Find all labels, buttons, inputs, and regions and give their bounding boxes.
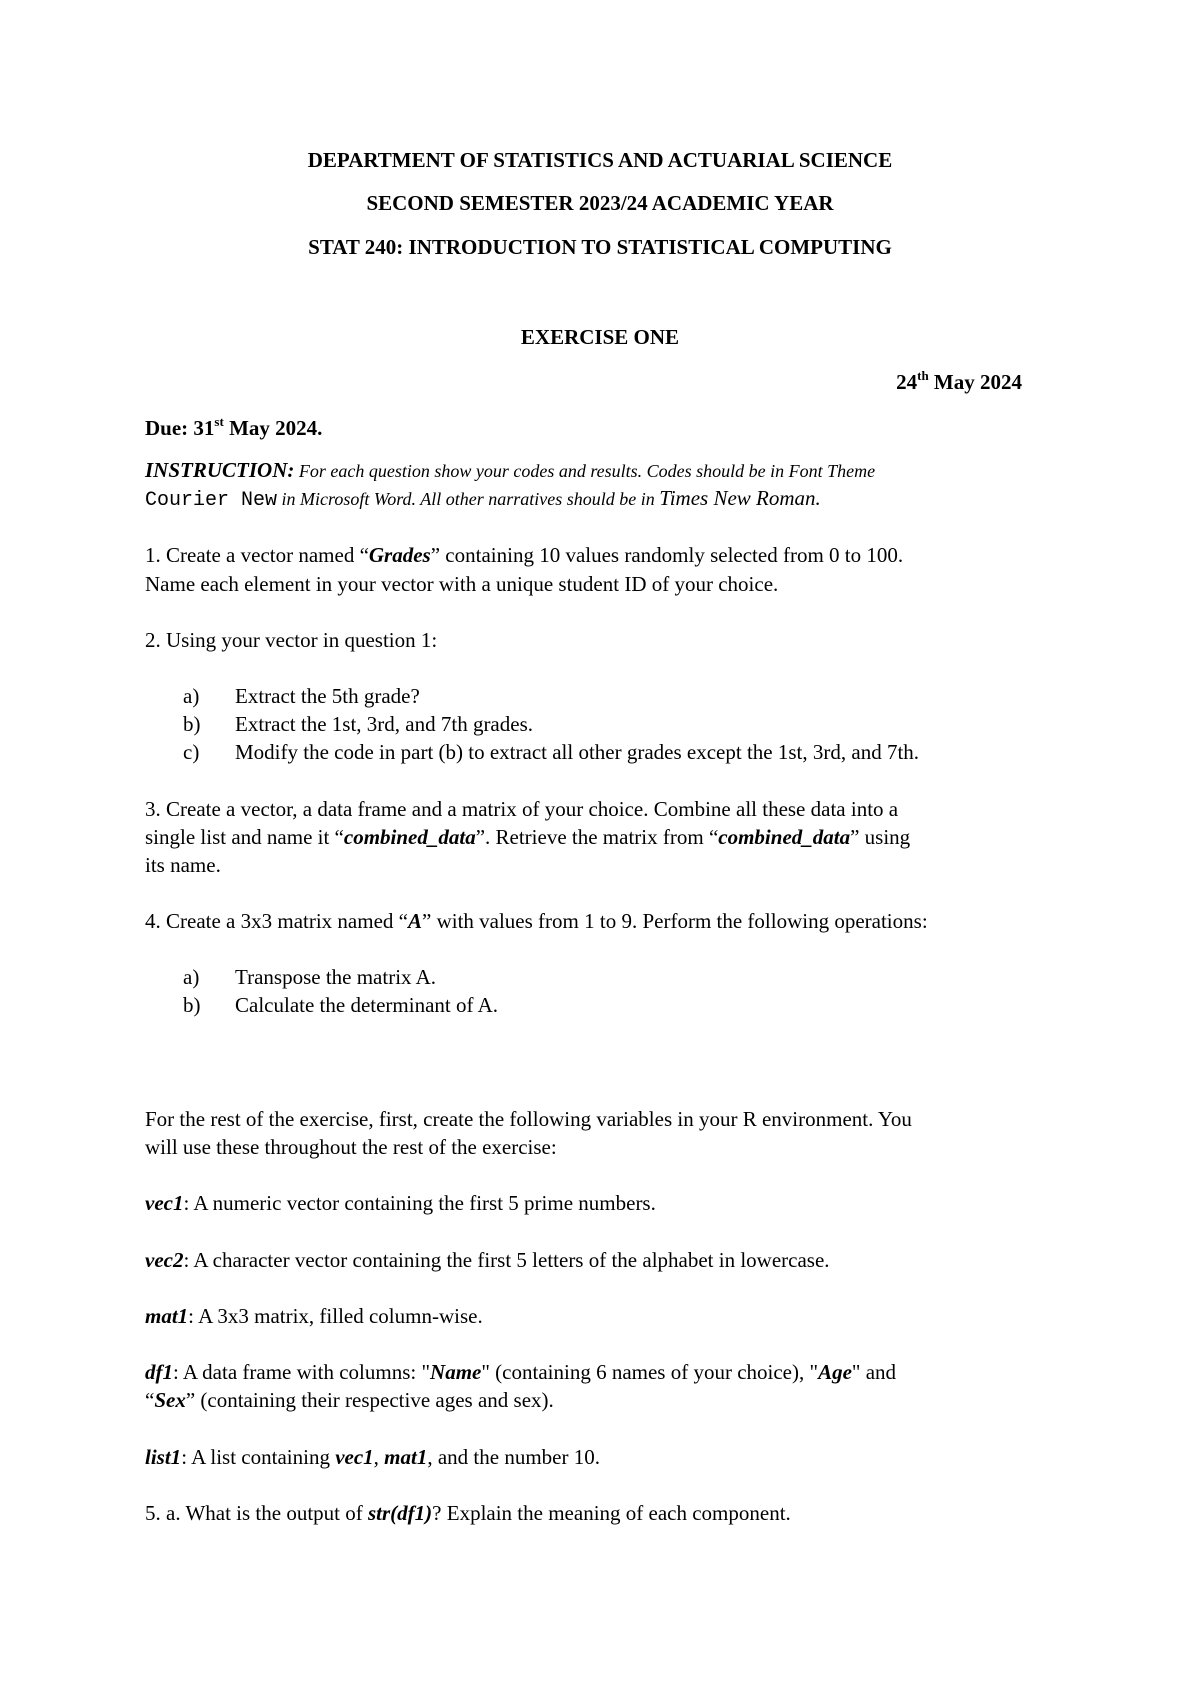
mat1-definition: mat1: A 3x3 matrix, filled column-wise. (145, 1304, 483, 1328)
rest-intro-line-1: For the rest of the exercise, first, create the following variables in your R environment. You (145, 1107, 912, 1131)
question-3-line-2: single list and name it “combined_data”. Retrieve the matrix from “combined_data” using (145, 825, 911, 849)
exercise-title: EXERCISE ONE (520, 325, 680, 349)
question-2-item-b: b) Extract the 1st, 3rd, and 7th grades. (183, 712, 533, 736)
course-heading: STAT 240: INTRODUCTION TO STATISTICAL COMPUTING (308, 235, 892, 259)
instruction-line-1: INSTRUCTION: For each question show your codes and results. Codes should be in Font Theme (145, 458, 876, 482)
df1-definition-line-2: “Sex” (containing their respective ages and sex). (145, 1388, 554, 1412)
due-date: Due: 31st May 2024. (145, 414, 323, 440)
question-4-line-1: 4. Create a 3x3 matrix named “A” with values from 1 to 9. Perform the following operations: (145, 909, 928, 933)
df1-definition-line-1: df1: A data frame with columns: "Name" (containing 6 names of your choice), "Age" and (145, 1360, 897, 1384)
issue-date: 24th May 2024 (896, 368, 1022, 394)
question-1-line-1: 1. Create a vector named “Grades” containing 10 values randomly selected from 0 to 100. (145, 543, 904, 567)
vec1-definition: vec1: A numeric vector containing the first 5 prime numbers. (145, 1191, 656, 1215)
rest-intro-line-2: will use these throughout the rest of the exercise: (145, 1135, 557, 1159)
instruction-line-2: Courier New in Microsoft Word. All other narratives should be in Times New Roman. (145, 486, 821, 512)
courier-sample: Courier New (145, 489, 278, 512)
list1-definition: list1: A list containing vec1, mat1, and the number 10. (145, 1445, 600, 1469)
question-5a: 5. a. What is the output of str(df1)? Explain the meaning of each component. (145, 1501, 791, 1525)
semester-heading: SECOND SEMESTER 2023/24 ACADEMIC YEAR (366, 191, 834, 215)
instruction-label: INSTRUCTION: (145, 458, 295, 482)
times-sample: Times New Roman. (659, 486, 821, 510)
question-1-line-2: Name each element in your vector with a unique student ID of your choice. (145, 572, 779, 596)
department-heading: DEPARTMENT OF STATISTICS AND ACTUARIAL SCIENCE (307, 148, 893, 172)
question-2-intro: 2. Using your vector in question 1: (145, 628, 438, 652)
question-3-line-1: 3. Create a vector, a data frame and a matrix of your choice. Combine all these data into a (145, 797, 899, 821)
vec2-definition: vec2: A character vector containing the first 5 letters of the alphabet in lowercase. (145, 1248, 830, 1272)
question-4-item-a: a) Transpose the matrix A. (183, 965, 437, 989)
question-2-item-a: a) Extract the 5th grade? (183, 684, 420, 708)
question-2-item-c: c) Modify the code in part (b) to extract all other grades except the 1st, 3rd, and 7th. (183, 740, 920, 764)
question-3-line-3: its name. (145, 853, 221, 877)
question-4-item-b: b) Calculate the determinant of A. (183, 993, 498, 1017)
